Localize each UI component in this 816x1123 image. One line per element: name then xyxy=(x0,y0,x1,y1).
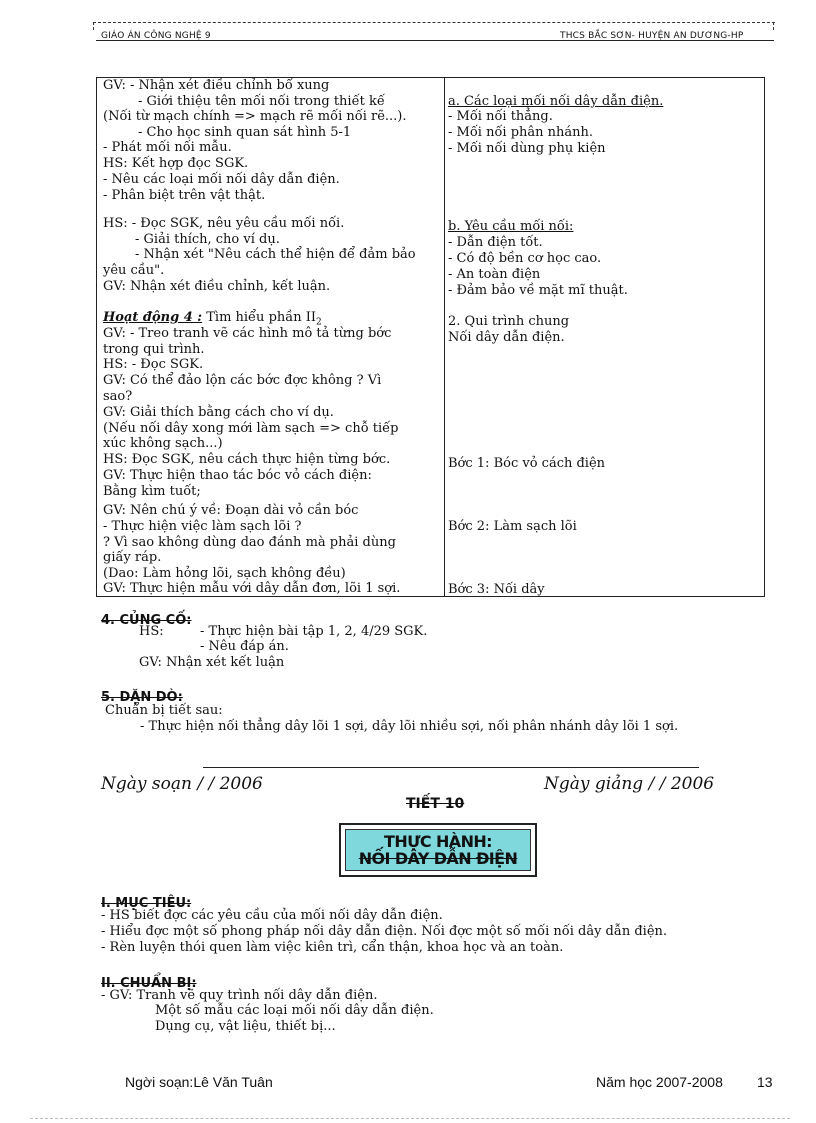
muctieu-line: - Rèn luyện thói quen làm việc kiên trì, cẩn thận, khoa học và an toàn. xyxy=(101,940,564,955)
chuanbi-line: - GV: Tranh vẽ quy trình nối dây dẫn điện. xyxy=(101,988,378,1003)
table-left-line: GV: - Nhận xét điều chỉnh bổ xung xyxy=(103,78,330,93)
cungco-line: - Nêu đáp án. xyxy=(200,639,289,654)
table-left-line: (Dao: Làm hỏng lõi, sạch không đều) xyxy=(103,566,346,581)
header-rule xyxy=(96,40,774,41)
table-left-line: HS: - Đọc SGK, nêu yêu cầu mối nối. xyxy=(103,216,345,231)
table-right-step: Bớc 1: Bóc vỏ cách điện xyxy=(448,456,606,471)
lesson-title-line1: THỰC HÀNH: xyxy=(384,832,492,851)
table-right-line: 2. Qui trình chung xyxy=(448,314,570,329)
activity-4-label: Hoạt động 4 : xyxy=(103,310,203,325)
activity-4-subscript: 2 xyxy=(316,317,322,328)
table-right-heading: b. Yêu cầu mối nối: xyxy=(448,219,574,234)
section-dando-heading: 5. DẶN DÒ: xyxy=(101,690,183,705)
table-left-line: GV: Nên chú ý về: Đoạn dài vỏ cần bóc xyxy=(103,503,359,518)
section-muctieu-heading: I. MỤC TIÊU: xyxy=(101,896,192,911)
table-column-divider xyxy=(444,78,445,596)
lesson-title-panel xyxy=(345,829,531,871)
lesson-title-line2: NỐI DÂY DẪN ĐIỆN xyxy=(358,849,518,868)
header-right-title: THCS BẮC SƠN- HUYỆN AN DƯƠNG-HP xyxy=(560,31,744,41)
dando-line: - Thực hiện nối thẳng dây lõi 1 sợi, dây lõi nhiều sợi, nối phân nhánh dây lõi 1 sợi. xyxy=(140,719,679,734)
table-left-line: GV: Thực hiện thao tác bóc vỏ cách điện: xyxy=(103,468,372,483)
table-left-line: GV: Thực hiện mẫu với dây dẫn đơn, lõi 1 sợi. xyxy=(103,581,401,596)
cungco-line: GV: Nhận xét kết luận xyxy=(139,655,285,670)
cungco-line: - Thực hiện bài tập 1, 2, 4/29 SGK. xyxy=(200,624,428,639)
page-bottom-rule xyxy=(30,1118,790,1119)
cungco-line: HS: xyxy=(139,624,164,639)
header-corner-left xyxy=(93,22,95,30)
table-left-line: HS: Đọc SGK, nêu cách thực hiện từng bớc. xyxy=(103,452,391,467)
table-right-line: - Dẫn điện tốt. xyxy=(448,235,543,250)
table-left-line: - Nêu các loại mối nối dây dẫn điện. xyxy=(103,172,340,187)
table-left-line: sao? xyxy=(103,389,133,404)
section-chuanbi-heading: II. CHUẨN BỊ: xyxy=(101,976,197,991)
date-taught: Ngày giảng / / 2006 xyxy=(544,774,715,794)
table-right-line: - Mối nối phân nhánh. xyxy=(448,125,594,140)
table-left-line: - Phân biệt trên vật thật. xyxy=(103,188,266,203)
section-separator xyxy=(203,767,699,768)
table-left-line: - Nhận xét "Nêu cách thể hiện để đảm bảo xyxy=(135,247,416,262)
table-left-line: - Giải thích, cho ví dụ. xyxy=(135,232,280,247)
lesson-title-box xyxy=(339,823,537,877)
activity-4-title: Tìm hiểu phần II xyxy=(202,310,316,325)
table-right-line: - An toàn điện xyxy=(448,267,541,282)
table-left-line: GV: Có thể đảo lộn các bớc đợc không ? Vì xyxy=(103,373,382,388)
header-corner-right xyxy=(773,22,775,30)
table-right-line: - Có độ bền cơ học cao. xyxy=(448,251,602,266)
section-cungco-heading: 4. CỦNG CỐ: xyxy=(101,613,192,628)
table-right-line: - Đảm bảo về mặt mĩ thuật. xyxy=(448,283,628,298)
table-left-line: - Cho học sinh quan sát hình 5-1 xyxy=(138,125,352,140)
table-right-step: Bớc 3: Nối dây xyxy=(448,582,545,597)
chuanbi-line: Một số mẫu các loại mối nối dây dẫn điện. xyxy=(155,1003,434,1018)
table-left-line: - Thực hiện việc làm sạch lõi ? xyxy=(103,519,302,534)
date-prepared: Ngày soạn / / 2006 xyxy=(101,774,263,794)
table-left-line: - Phát mối nối mẫu. xyxy=(103,140,232,155)
table-left-line: trong qui trình. xyxy=(103,342,205,357)
footer-page-number: 13 xyxy=(757,1074,773,1090)
header-left-title: GIÁO ÁN CÔNG NGHỆ 9 xyxy=(101,31,211,41)
table-left-line: xúc không sạch...) xyxy=(103,436,223,451)
table-left-line: GV: - Treo tranh vẽ các hình mô tả từng bớc xyxy=(103,326,392,341)
table-left-line: - Giới thiệu tên mối nối trong thiết kế xyxy=(138,94,385,109)
table-left-line: Bằng kìm tuốt; xyxy=(103,484,201,499)
table-left-line: (Nối từ mạch chính => mạch rẽ mối nối rẽ...). xyxy=(103,109,407,124)
footer-school-year: Năm học 2007-2008 xyxy=(596,1074,723,1090)
dando-line: Chuẩn bị tiết sau: xyxy=(105,703,223,718)
table-right-step: Bớc 2: Làm sạch lõi xyxy=(448,519,577,534)
table-right-line: - Mối nối dùng phụ kiện xyxy=(448,141,606,156)
table-left-line: giấy ráp. xyxy=(103,550,162,565)
table-right-heading: a. Các loại mối nối dây dẫn điện. xyxy=(448,94,664,109)
table-left-line: HS: - Đọc SGK. xyxy=(103,357,204,372)
table-right-line: Nối dây dẫn điện. xyxy=(448,330,565,345)
chuanbi-line: Dụng cụ, vật liệu, thiết bị... xyxy=(155,1019,336,1034)
table-left-line: HS: Kết hợp đọc SGK. xyxy=(103,156,249,171)
table-left-line: yêu cầu". xyxy=(103,263,165,278)
table-left-line: GV: Nhận xét điều chỉnh, kết luận. xyxy=(103,279,331,294)
footer-author: Ngời soạn:Lê Văn Tuân xyxy=(125,1074,273,1090)
table-left-line: GV: Giải thích bằng cách cho ví dụ. xyxy=(103,405,334,420)
table-right-line: - Mối nối thẳng. xyxy=(448,109,553,124)
table-left-line: ? Vì sao không dùng dao đánh mà phải dùng xyxy=(103,535,396,550)
table-left-line: (Nếu nối dây xong mới làm sạch => chỗ tiếp xyxy=(103,421,399,436)
muctieu-line: - Hiểu đợc một số phong pháp nối dây dẫn điện. Nối đợc một số mối nối dây dẫn điện. xyxy=(101,924,668,939)
lesson-number: TIẾT 10 xyxy=(406,796,465,812)
muctieu-line: - HS biết đợc các yêu cầu của mối nối dây dẫn điện. xyxy=(101,908,443,923)
